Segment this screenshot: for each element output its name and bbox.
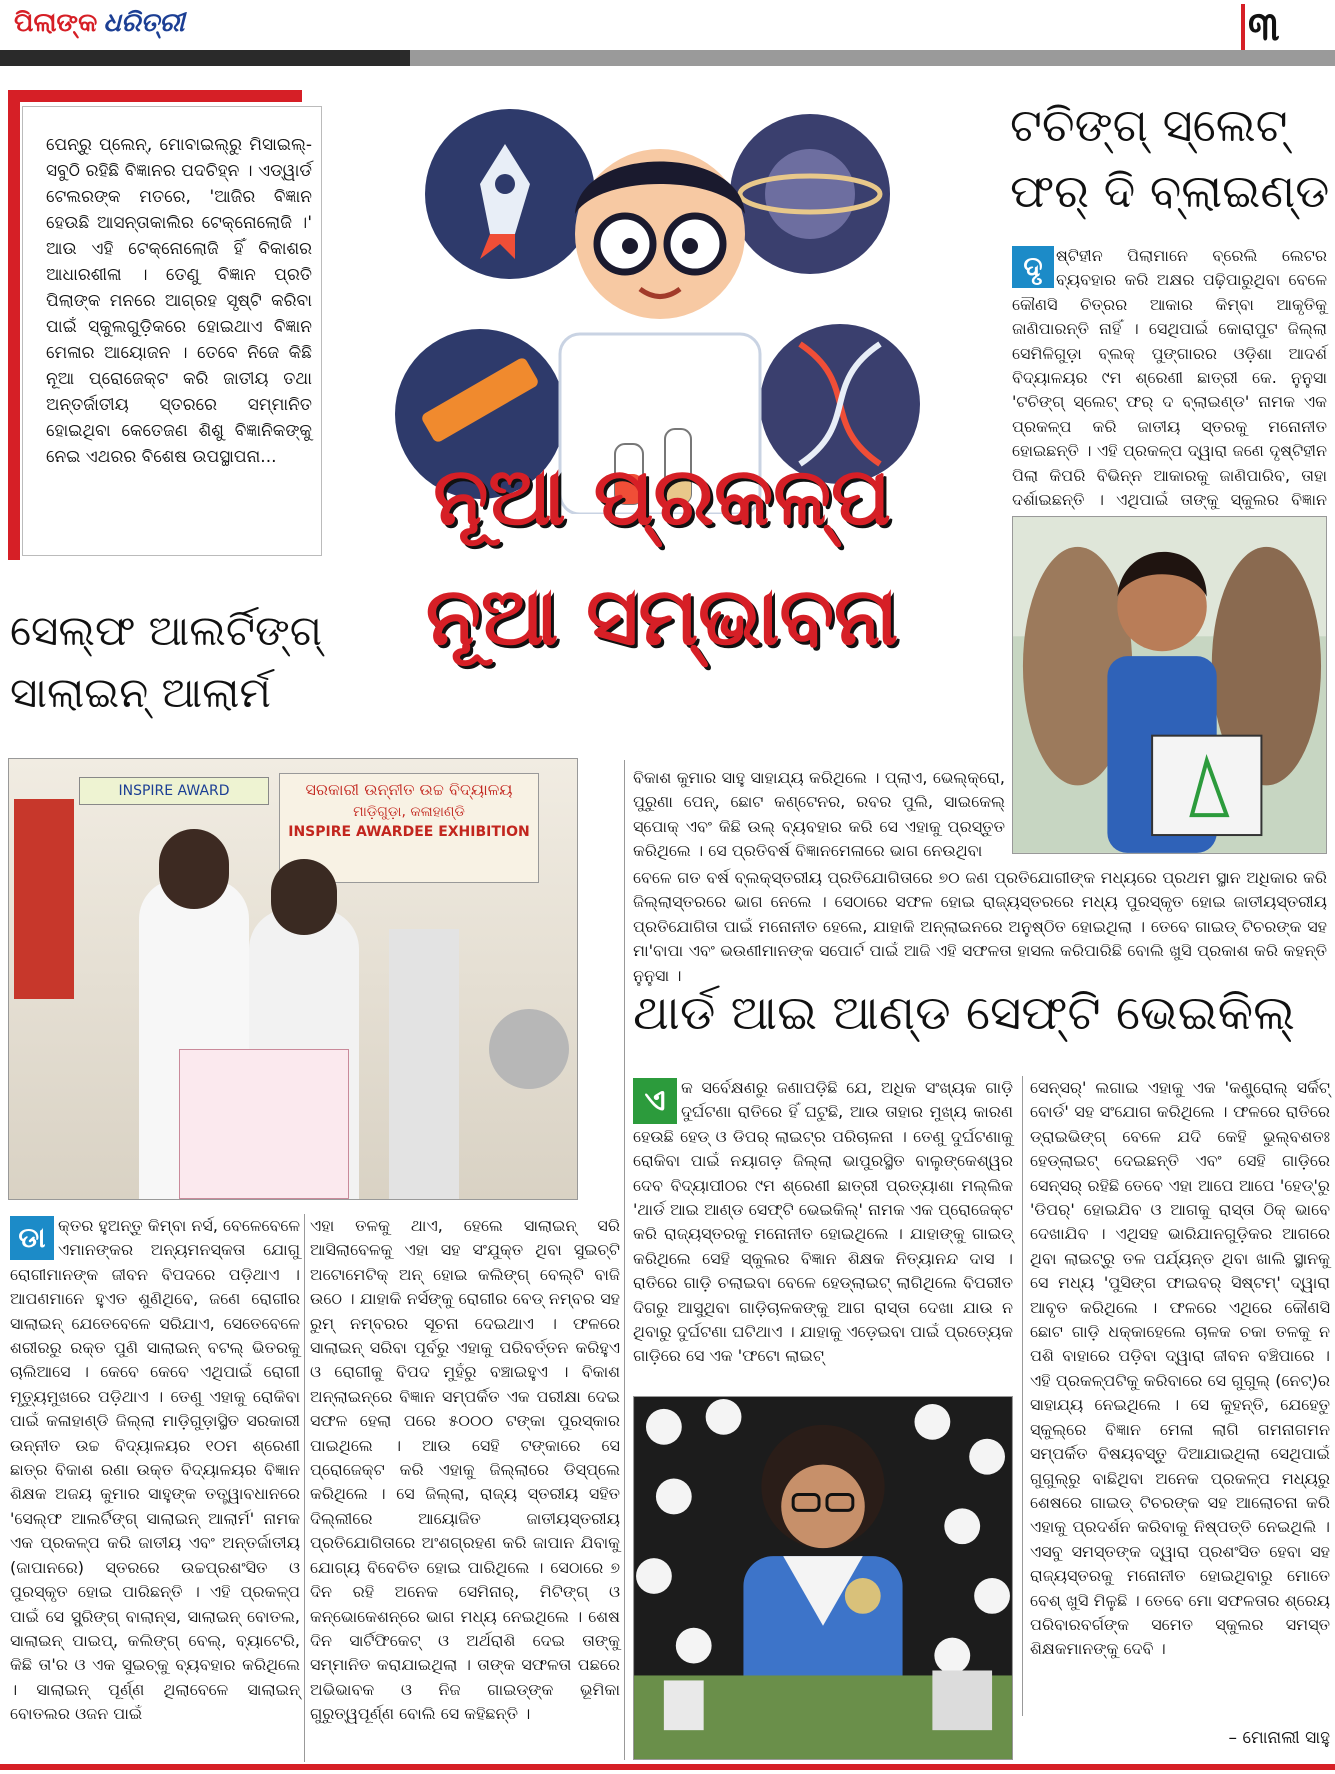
model-display xyxy=(179,1049,349,1199)
third-article-col4: ସେନ୍ସର୍' ଲଗାଇ ଏହାକୁ ଏକ 'କଣ୍ଟ୍ରୋଲ୍ ସର୍କିଟ୍ ବୋର୍ଡ' ସହ ସଂଯୋଗ କରିଥିଲେ । ଫଳରେ ରାତିରେ ଡ୍ରାଇଭିଙ୍ଗ୍ ବେଳେ ଯଦି କେହି ଭୁଲ୍‌ବଶତଃ ହେଡ୍‌ଲାଇଟ୍ ଦେଇଛନ୍ତି ଏବଂ ସେହି ଗାଡ଼ିରେ ସେନ୍ସର୍ ରହିଛି ତେବେ ଏହା ଆପେ ଆପେ 'ହେଡ୍'ରୁ 'ଡିପର୍' ହୋଇଯିବ ଓ ଆଗକୁ ରାସ୍ତା ଠିକ୍ ଭାବେ ଦେଖାଯିବ । ଏଥିସହ ଭାରିଯାନଗୁଡ଼ିକର ଆଗରେ ଥିବା ଲାଇଟ୍‌ରୁ ତଳ ପର୍ଯ୍ୟନ୍ତ ଥିବା ଖାଲି ସ୍ଥାନକୁ ସେ ମଧ୍ୟ 'ପୁସିଙ୍ଗ ଫାଇବର୍ ସିଷ୍ଟମ୍' ଦ୍ୱାରା ଆବୃତ କରିଥିଲେ । ଫଳରେ ଏଥିରେ କୌଣସି ଛୋଟ ଗାଡ଼ି ଧକ୍କାହେଲେ ଚାଳକ ଚକା ତଳକୁ ନ ପଶି ବାହାରେ ପଡ଼ିବା ଦ୍ୱାରା ଜୀବନ ବଞ୍ଚିପାରେ । ଏହି ପ୍ରକଳ୍ପଟିକୁ କରିବାରେ ସେ ଗୁଗୁଲ୍ (ନେଟ୍)ର ସାହାଯ୍ୟ ନେଇଥିଲେ । ସେ କୁହନ୍ତି, ଯେହେତୁ ସ୍କୁଲ୍‌ରେ ବିଜ୍ଞାନ ମେଳା ଲାଗି ଗମନାଗମନ ସମ୍ପର୍କିତ ବିଷୟବସ୍ତୁ ଦିଆଯାଇଥିଲା ସେଥିପାଇଁ ଗୁଗୁଲ୍‌ରୁ ବାଛିଥିବା ଅନେକ ପ୍ରକଳ୍ପ ମଧ୍ୟରୁ ଶେଷରେ ଗାଇଡ୍ ଟିଚରଙ୍କ ସହ ଆଲୋଚନା କରି ଏହାକୁ ପ୍ରଦର୍ଶନ କରିବାକୁ ନିଷ୍ପତ୍ତି ନେଇଥିଲି । ଏସବୁ ସମସ୍ତଙ୍କ ଦ୍ୱାରା ପ୍ରଶଂସିତ ହେବା ସହ ରାଜ୍ୟସ୍ତରକୁ ମନୋନୀତ ହୋଇଥିବାରୁ ମୋତେ ବେଶ୍ ଖୁସି ମିଳୁଛି । ତେବେ ମୋ ସଫଳତାର ଶ୍ରେୟ ପରିବାରବର୍ଗଙ୍କ ସମେତ ସ୍କୁଲର ସମସ୍ତ ଶିକ୍ଷକମାନଙ୍କୁ ଦେବି । xyxy=(1030,1078,1330,1659)
photo-banner-left: INSPIRE AWARD xyxy=(79,777,269,805)
page-number: ୩ xyxy=(1248,4,1280,50)
intro-box-accent-top xyxy=(8,90,302,102)
right-article-body: ଷ୍ଟିହୀନ ପିଲାମାନେ ବ୍ରେଲି ଲେଟର ବ୍ୟବହାର କରି ଅକ୍ଷର ପଢ଼ିପାରୁଥିବା ବେଳେ କୌଣସି ଚିତ୍ରର ଆକାର କିମ୍ବା ଆକୃତିକୁ ଜାଣିପାରନ୍ତି ନାହିଁ । ସେଥିପାଇଁ କୋରାପୁଟ ଜିଲ୍ଲା ସେମିଳିଗୁଡ଼ା ବ୍ଲକ୍ ପୁଙ୍ଗାରର ଓଡ଼ିଶା ଆଦର୍ଶ ବିଦ୍ୟାଳୟର ୯ମ ଶ୍ରେଣୀ ଛାତ୍ରୀ କେ. ନୁନୁସା 'ଟଚିଙ୍ଗ୍ ସ୍ଲେଟ୍ ଫର୍ ଦ ବ୍ଲାଇଣ୍ଡ' ନାମକ ଏକ ପ୍ରକଳ୍ପ କରି ଜାତୀୟ ସ୍ତରକୁ ମନୋନୀତ ହୋଇଛନ୍ତି । ଏହି ପ୍ରକଳ୍ପ ଦ୍ୱାରା ଜଣେ ଦୃଷ୍ଟିହୀନ ପିଲା କିପରି ବିଭିନ୍ନ ଆକାରକୁ ଜାଣିପାରିବ, ତାହା ଦର୍ଶାଇଛନ୍ତି । ଏଥିପାଇଁ ତାଙ୍କୁ ସ୍କୁଲର ବିଜ୍ଞାନ xyxy=(1012,246,1327,510)
photo-banner-school: ସରକାରୀ ଉନ୍ନୀତ ଉଚ୍ଚ ବିଦ୍ୟାଳୟ xyxy=(305,780,513,799)
masthead-part1: ପିଲାଙ୍କ xyxy=(14,8,98,38)
right-article-continued: ବିକାଶ କୁମାର ସାହୁ ସାହାଯ୍ୟ କରିଥିଲେ । ପ୍ଲାଏ, ଭେଲ୍‌କ୍ରୋ, ପୁରୁଣା ପେନ୍, ଛୋଟ କଣ୍ଟେନର, ରବର ପୁଲି, ସାଇକେଲ୍ ସ୍ପୋକ୍ ଏବଂ କିଛି ଉଲ୍ ବ୍ୟବହାର କରି ସେ ଏହାକୁ ପ୍ରସ୍ତୁତ କରିଥିଲେ । ସେ ପ୍ରତିବର୍ଷ ବିଜ୍ଞାନମେଳାରେ ଭାଗ ନେଉଥିବା xyxy=(633,768,1005,861)
touching-slate xyxy=(1152,736,1261,835)
left-heading-line1: ସେଲ୍ଫ ଆଲର୍ଟିଙ୍ଗ୍ xyxy=(10,606,322,655)
saline-stand xyxy=(389,929,459,1199)
photo-student-with-model xyxy=(633,1396,1013,1760)
third-article-col3 xyxy=(633,1076,1013,1376)
main-headline-line1: ନୂଆ ପ୍ରକଳ୍ପ xyxy=(433,450,891,543)
left-article-dropcap: ଡା xyxy=(10,1216,54,1260)
column-rule xyxy=(304,1214,305,1762)
main-headline-line2: ନୂଆ ସମ୍ଭାବନା xyxy=(425,570,899,663)
student-head xyxy=(271,859,337,935)
left-article-col1-body: କ୍ତର ହୁଅନ୍ତୁ କିମ୍ବା ନର୍ସ, ବେଳେବେଳେ ଏମାନଙ୍କର ଅନ୍ୟମନସ୍କତା ଯୋଗୁ ରୋଗୀମାନଙ୍କ ଜୀବନ ବିପଦରେ ପଡ଼ିଥାଏ । ଆପଣମାନେ ହୁଏତ ଶୁଣିଥିବେ, ଜଣେ ରୋଗୀର ସାଲାଇନ୍ ଯେତେବେଳେ ସରିଯାଏ, ସେତେବେଳେ ଶରୀରରୁ ରକ୍ତ ପୁଣି ସାଲାଇନ୍ ବଟଲ୍ ଭିତରକୁ ଚାଲିଆସେ । କେବେ କେବେ ଏଥିପାଇଁ ରୋଗୀ ମୃତ୍ୟୁମୁଖରେ ପଡ଼ିଥାଏ । ତେଣୁ ଏହାକୁ ରୋକିବା ପାଇଁ କଳାହାଣ୍ଡି ଜିଲ୍ଲା ମାଡ଼ିଗୁଡ଼ାସ୍ଥିତ ସରକାରୀ ଉନ୍ନୀତ ଉଚ୍ଚ ବିଦ୍ୟାଳୟର ୧୦ମ ଶ୍ରେଣୀ ଛାତ୍ର ବିକାଶ ରଣା ଉକ୍ତ ବିଦ୍ୟାଳୟର ବିଜ୍ଞାନ ଶିକ୍ଷକ ଅଜୟ କୁମାର ସାହୁଙ୍କ ତତ୍ତ୍ୱାବଧାନରେ 'ସେଲ୍ଫ ଆଲର୍ଟିଙ୍ଗ୍ ସାଲାଇନ୍ ଆଲାର୍ମ' ନାମକ ଏକ ପ୍ରକଳ୍ପ କରି ଜାତୀୟ ଏବଂ ଅନ୍ତର୍ଜାତୀୟ (ଜାପାନରେ) ସ୍ତରରେ ଉଚ୍ଚପ୍ରଶଂସିତ ଓ ପୁରସ୍କୃତ ହୋଇ ପାରିଛନ୍ତି । ଏହି ପ୍ରକଳ୍ପ ପାଇଁ ସେ ସ୍ପ୍ରିଙ୍ଗ୍ ବାଲାନ୍ସ, ସାଲାଇନ୍ ବୋତଲ, ସାଲାଇନ୍ ପାଇପ୍, କଲିଙ୍ଗ୍ ବେଲ୍, ବ୍ୟାଟେରି, କିଛି ତା'ର ଓ ଏକ ସୁଇଚ୍‌କୁ ବ୍ୟବହାର କରିଥିଲେ । ସାଲାଇନ୍ ପୂର୍ଣ୍ଣ ଥିଲାବେଳେ ସାଲାଇନ୍ ବୋତଲର ଓଜନ ପାଇଁ xyxy=(10,1216,300,1724)
teacher-head xyxy=(159,829,229,909)
right-article-dropcap: ଦୃ xyxy=(1012,246,1054,288)
photo-student-touching-slate xyxy=(1012,516,1327,854)
right-article-wide: ବେଳେ ଗତ ବର୍ଷ ବ୍ଲକ୍‌ସ୍ତରୀୟ ପ୍ରତିଯୋଗିତାରେ ୭୦ ଜଣ ପ୍ରତିଯୋଗୀଙ୍କ ମଧ୍ୟରେ ପ୍ରଥମ ସ୍ଥାନ ଅଧିକାର କରି ଜିଲ୍ଲାସ୍ତରରେ ଭାଗ ନେଲେ । ସେଠାରେ ସଫଳ ହୋଇ ରାଜ୍ୟସ୍ତରରେ ମଧ୍ୟ ପୁରସ୍କୃତ ହୋଇ ଜାତୀୟସ୍ତରୀୟ ପ୍ରତିଯୋଗିତା ପାଇଁ ମନୋନୀତ ହେଲେ, ଯାହାକି ଅନ୍‌ଲାଇନରେ ଅନୁଷ୍ଠିତ ହୋଇଥିଲା । ତେବେ ଗାଇଡ୍ ଟିଚରଙ୍କ ସହ ମା'ବାପା ଏବଂ ଭଉଣୀମାନଙ୍କ ସପୋର୍ଟ ପାଇଁ ଆଜି ଏହି ସଫଳତା ହାସଲ କରିପାରିଛି ବୋଲି ଖୁସି ପ୍ରକାଶ କରି କହନ୍ତି ନୁନୁସା । xyxy=(633,868,1327,985)
byline: – ମୋନାଲୀ ସାହୁ xyxy=(1228,1728,1330,1748)
table-fan xyxy=(489,1009,569,1089)
left-article-col2: ଏହା ତଳକୁ ଥାଏ, ହେଲେ ସାଲାଇନ୍ ସରି ଆସିଲାବେଳକୁ ଏହା ସହ ସଂଯୁକ୍ତ ଥିବା ସୁଇଚ୍‌ଟି ଅଟୋମେଟିକ୍ ଅନ୍ ହୋଇ କଲିଙ୍ଗ୍ ବେଲ୍‌ଟି ବାଜି ଉଠେ । ଯାହାକି ନର୍ସଙ୍କୁ ରୋଗୀର ବେଡ୍ ନମ୍ବର ସହ ରୁମ୍ ନମ୍ବରର ସୂଚନା ଦେଇଥାଏ । ଫଳରେ ସାଲାଇନ୍ ସରିବା ପୂର୍ବରୁ ଏହାକୁ ପରିବର୍ତ୍ତନ କରିହୁଏ ଓ ରୋଗୀକୁ ବିପଦ ମୁହଁରୁ ବଞ୍ଚାଇହୁଏ । ବିକାଶ ଅନ୍‌ଲାଇନ୍‌ରେ ବିଜ୍ଞାନ ସମ୍ପର୍କିତ ଏକ ପରୀକ୍ଷା ଦେଇ ସଫଳ ହେଲା ପରେ ୫୦୦୦ ଟଙ୍କା ପୁରସ୍କାର ପାଇଥିଲେ । ଆଉ ସେହି ଟଙ୍କାରେ ସେ ପ୍ରୋଜେକ୍ଟ କରି ଏହାକୁ ଜିଲ୍ଲାରେ ଡିସ୍‌ପ୍ଲେ କରିଥିଲେ । ସେ ଜିଲ୍ଲା, ରାଜ୍ୟ ସ୍ତରୀୟ ସହିତ ଦିଲ୍ଲୀରେ ଆୟୋଜିତ ଜାତୀୟସ୍ତରୀୟ ପ୍ରତିଯୋଗିତାରେ ଅଂଶଗ୍ରହଣ କରି ଜାପାନ ଯିବାକୁ ଯୋଗ୍ୟ ବିବେଚିତ ହୋଇ ପାରିଥିଲେ । ସେଠାରେ ୭ ଦିନ ରହି ଅନେକ ସେମିନାର୍, ମିଟିଙ୍ଗ୍ ଓ କନ୍‌ଭୋକେଶନ୍‌ରେ ଭାଗ ମଧ୍ୟ ନେଇଥିଲେ । ଶେଷ ଦିନ ସାର୍ଟିଫିକେଟ୍ ଓ ଅର୍ଥରାଶି ଦେଇ ତାଙ୍କୁ ସମ୍ମାନିତ କରାଯାଇଥିଲା । ତାଙ୍କ ସଫଳତା ପଛରେ ଅଭିଭାବକ ଓ ନିଜ ଗାଇଡ୍‌ଙ୍କ ଭୂମିକା ଗୁରୁତ୍ୱପୂର୍ଣ୍ଣ ବୋଲି ସେ କହିଛନ୍ତି । xyxy=(310,1216,620,1724)
page-number-divider xyxy=(1241,4,1245,50)
left-heading-line2: ସାଲାଇନ୍ ଆଲାର୍ମ xyxy=(10,668,271,717)
right-heading-line1: ଟଚିଙ୍ଗ୍ ସ୍ଲେଟ୍ xyxy=(1010,98,1288,152)
column-rule xyxy=(624,760,625,1760)
header-bar-grey xyxy=(410,50,1335,66)
third-article-col3-body: କ ସର୍ବେକ୍ଷଣରୁ ଜଣାପଡ଼ିଛି ଯେ, ଅଧିକ ସଂଖ୍ୟକ ଗାଡ଼ି ଦୁର୍ଘଟଣା ରାତିରେ ହିଁ ଘଟୁଛି, ଆଉ ତାହାର ମୁଖ୍ୟ କାରଣ ହେଉଛି ହେଡ୍ ଓ ଡିପର୍ ଲାଇଟ୍‌ର ପରିଚାଳନା । ତେଣୁ ଦୁର୍ଘଟଣାକୁ ରୋକିବା ପାଇଁ ନୟାଗଡ଼ ଜିଲ୍ଲା ଭାପୁରସ୍ଥିତ ବାଲୁଙ୍କେଶ୍ୱର ଦେବ ବିଦ୍ୟାପୀଠର ୯ମ ଶ୍ରେଣୀ ଛାତ୍ରୀ ପ୍ରତ୍ୟାଶା ମଲ୍ଲିକ 'ଥାର୍ଡ ଆଇ ଆଣ୍ଡ ସେଫ୍ଟି ଭେଇକିଲ୍' ନାମକ ଏକ ପ୍ରୋଜେକ୍ଟ କରି ରାଜ୍ୟସ୍ତରକୁ ମନୋନୀତ ହୋଇଥିଲେ । ଯାହାଙ୍କୁ ଗାଇଡ୍ କରିଥିଲେ ସେହି ସ୍କୁଲର ବିଜ୍ଞାନ ଶିକ୍ଷକ ନିତ୍ୟାନନ୍ଦ ଦାସ । ରାତିରେ ଗାଡ଼ି ଚଲାଇବା ବେଳେ ହେଡ୍‌ଲାଇଟ୍ ଲାଗିଥିଲେ ବିପରୀତ ଦିଗରୁ ଆସୁଥିବା ଗାଡ଼ିଚାଳକଙ୍କୁ ଆଗ ରାସ୍ତା ଦେଖା ଯାଉ ନ ଥିବାରୁ ଦୁର୍ଘଟଣା ଘଟିଥାଏ । ଯାହାକୁ ଏଡ଼େଇବା ପାଇଁ ପ୍ରତ୍ୟେକ ଗାଡ଼ିରେ ସେ ଏକ 'ଫଟୋ ଲାଇଟ୍ xyxy=(633,1078,1013,1366)
intro-text: ପେନ୍‌ରୁ ପ୍ଲେନ୍, ମୋବାଇଲ୍‌ରୁ ମିସାଇଲ୍-ସବୁଠି ରହିଛି ବିଜ୍ଞାନର ପଦଚିହ୍ନ । ଏଡ୍‌ୱାର୍ଡ ଟେଲରଙ୍କ ମତରେ, 'ଆଜିର ବିଜ୍ଞାନ ହେଉଛି ଆସନ୍ତାକାଲିର ଟେକ୍‌ନୋଲୋଜି ।' ଆଉ ଏହି ଟେକ୍‌ନୋଲୋଜି ହିଁ ବିକାଶର ଆଧାରଶୀଳା । ତେଣୁ ବିଜ୍ଞାନ ପ୍ରତି ପିଲାଙ୍କ ମନରେ ଆଗ୍ରହ ସୃଷ୍ଟି କରିବା ପାଇଁ ସ୍କୁଲଗୁଡ଼ିକରେ ହୋଇଥାଏ ବିଜ୍ଞାନ ମେଳାର ଆୟୋଜନ । ତେବେ ନିଜେ କିଛି ନୂଆ ପ୍ରୋଜେକ୍ଟ କରି ଜାତୀୟ ତଥା ଅନ୍ତର୍ଜାତୀୟ ସ୍ତରରେ ସମ୍ମାନିତ ହୋଇଥିବା କେତେଜଣ ଶିଶୁ ବିଜ୍ଞାନିକଙ୍କୁ ନେଇ ଏଥରର ବିଶେଷ ଉପସ୍ଥାପନା... xyxy=(46,135,312,467)
left-article-col1 xyxy=(10,1214,300,1762)
gas-cylinder xyxy=(14,799,74,999)
masthead-part2: ଧରିତ୍ରୀ xyxy=(103,8,185,38)
masthead xyxy=(14,8,184,46)
planet-icon xyxy=(765,149,855,239)
third-article-dropcap: ଏ xyxy=(633,1078,677,1124)
bottom-rule xyxy=(0,1764,1335,1770)
right-article-heading xyxy=(1010,92,1330,232)
photo-banner-exhibition: INSPIRE AWARDEE EXHIBITION xyxy=(288,824,530,840)
third-article-heading: ଥାର୍ଡ ଆଇ ଆଣ୍ଡ ସେଫ୍ଟି ଭେଇକିଲ୍ xyxy=(633,985,1295,1041)
intro-box-accent-left xyxy=(8,90,20,560)
right-heading-line2: ଫର୍ ଦି ବ୍ଲାଇଣ୍ଡ xyxy=(1010,164,1330,218)
left-article-heading xyxy=(10,600,330,730)
column-rule xyxy=(1022,1076,1023,1716)
photo-banner-place: ମାଡ଼ିଗୁଡ଼ା, କଳାହାଣ୍ଡି xyxy=(353,804,465,820)
photo-students-exhibition xyxy=(8,758,578,1200)
medal-icon xyxy=(845,1578,881,1614)
right-article-text xyxy=(1012,244,1327,514)
header-bar-dark xyxy=(0,50,410,66)
